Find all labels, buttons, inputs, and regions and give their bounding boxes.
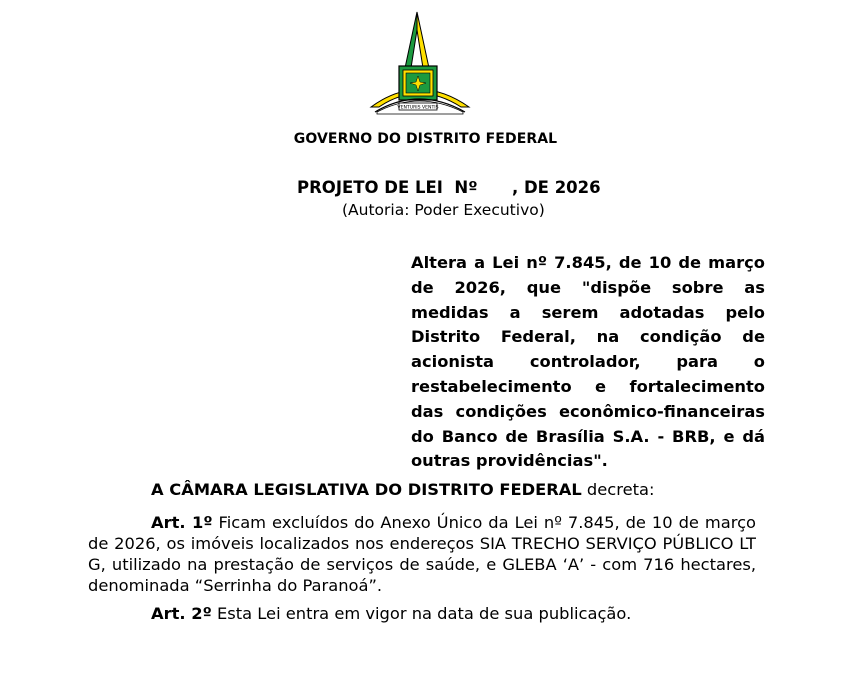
article-1 — [88, 512, 756, 596]
article-text: Esta Lei entra em vigor na data de sua publicação. — [211, 604, 632, 623]
legislative-body: A CÂMARA LEGISLATIVA DO DISTRITO FEDERAL — [151, 480, 582, 499]
crest-motto: VENTURIS VENTIS — [397, 105, 439, 111]
government-name: GOVERNO DO DISTRITO FEDERAL — [293, 131, 558, 147]
article-label: Art. 2º — [151, 604, 212, 623]
enactment-verb: decreta: — [581, 480, 655, 499]
enactment-clause — [151, 480, 654, 499]
article-text: Ficam excluídos do Anexo Único da Lei nº 7.845, de 10 de março de 2026, os imóveis localizados nos endereços SIA TRECHO SERVIÇO PÚBLICO LT G, utilizado na prestação de serviços de saúde, e GLEBA ‘A’ - com 716 hectares, denominada “Serrinha do Paranoá”. — [88, 513, 756, 595]
bill-authorship: (Autoria: Poder Executivo) — [342, 201, 545, 219]
bill-title: PROJETO DE LEI Nº , DE 2026 — [297, 178, 601, 197]
article-label: Art. 1º — [151, 513, 213, 532]
article-2 — [151, 604, 631, 623]
government-header — [0, 131, 857, 147]
coat-of-arms-logo — [369, 10, 471, 120]
bill-summary: Altera a Lei nº 7.845, de 10 de março de 2026, que "dispõe sobre as medidas a serem adotadas pelo Distrito Federal, na condição de acionista controlador, para o restabelecimento e fortalecimento das condições econômico-financeiras do Banco de Brasília S.A. - BRB, e dá outras providências". — [411, 253, 765, 471]
